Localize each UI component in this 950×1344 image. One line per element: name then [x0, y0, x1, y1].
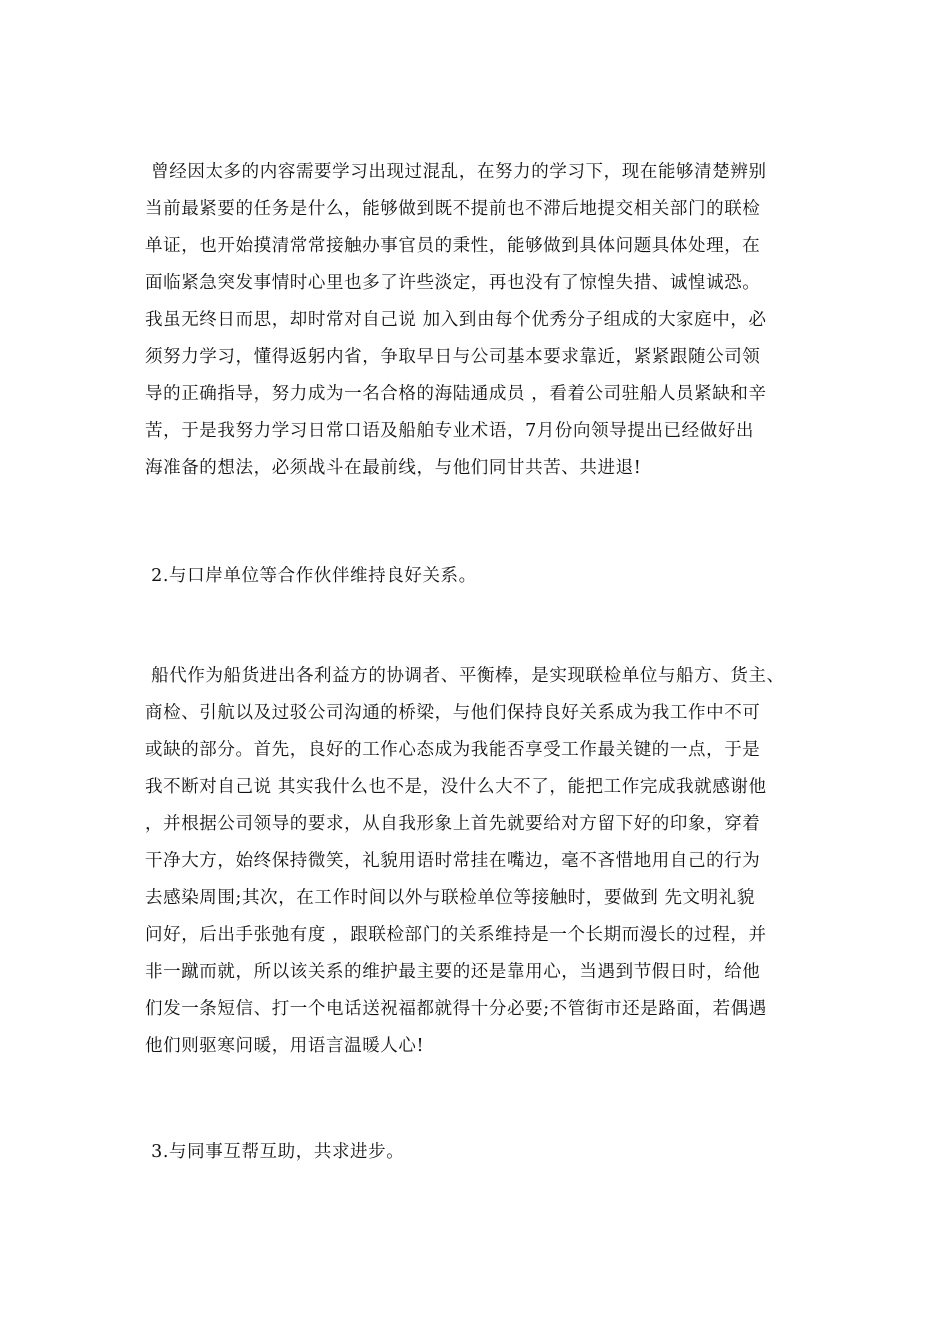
paragraph-line: 单证，也开始摸清常常接触办事官员的秉性，能够做到具体问题具体处理，在	[145, 236, 761, 256]
paragraph-line: 曾经因太多的内容需要学习出现过混乱，在努力的学习下，现在能够清楚辨别	[145, 162, 767, 182]
paragraph-line: 非一蹴而就，所以该关系的维护最主要的还是靠用心，当遇到节假日时，给他	[145, 962, 761, 982]
paragraph-line: 去感染周围;其次，在工作时间以外与联检单位等接触时，要做到 先文明礼貌	[145, 888, 755, 908]
paragraph-line: 我虽无终日而思，却时常对自己说 加入到由每个优秀分子组成的大家庭中，必	[145, 310, 767, 330]
paragraph-line: 导的正确指导，努力成为一名合格的海陆通成员 ，看着公司驻船人员紧缺和辛	[145, 384, 767, 404]
paragraph-line: 海准备的想法，必须战斗在最前线，与他们同甘共苦、共进退!	[145, 458, 642, 478]
paragraph-line: 须努力学习，懂得返躬内省，争取早日与公司基本要求靠近，紧紧跟随公司领	[145, 347, 761, 367]
paragraph-line: 他们则驱寒问暖，用语言温暖人心!	[145, 1036, 425, 1056]
paragraph-line: 当前最紧要的任务是什么，能够做到既不提前也不滞后地提交相关部门的联检	[145, 199, 761, 219]
paragraph-line: 干净大方，始终保持微笑，礼貌用语时常挂在嘴边，毫不吝惜地用自己的行为	[145, 851, 761, 871]
paragraph-line: 商检、引航以及过驳公司沟通的桥梁，与他们保持良好关系成为我工作中不可	[145, 703, 761, 723]
section-heading-3: 3.与同事互帮互助，共求进步。	[145, 1142, 405, 1162]
paragraph-line: 船代作为船货进出各利益方的协调者、平衡棒，是实现联检单位与船方、货主、	[145, 666, 785, 686]
paragraph-line: 苦，于是我努力学习日常口语及船舶专业术语，7月份向领导提出已经做好出	[145, 421, 755, 441]
paragraph-line: 或缺的部分。首先，良好的工作心态成为我能否享受工作最关键的一点，于是	[145, 740, 761, 760]
section-heading-2: 2.与口岸单位等合作伙伴维持良好关系。	[145, 566, 477, 586]
paragraph-line: 问好，后出手张弛有度 ，跟联检部门的关系维持是一个长期而漫长的过程，并	[145, 925, 767, 945]
paragraph-line: ，并根据公司领导的要求，从自我形象上首先就要给对方留下好的印象，穿着	[145, 814, 761, 834]
paragraph-line: 们发一条短信、打一个电话送祝福都就得十分必要;不管街市还是路面，若偶遇	[145, 999, 767, 1019]
paragraph-line: 面临紧急突发事情时心里也多了许些淡定，再也没有了惊惶失措、诚惶诚恐。	[145, 273, 761, 293]
paragraph-line: 我不断对自己说 其实我什么也不是，没什么大不了，能把工作完成我就感谢他	[145, 777, 767, 797]
